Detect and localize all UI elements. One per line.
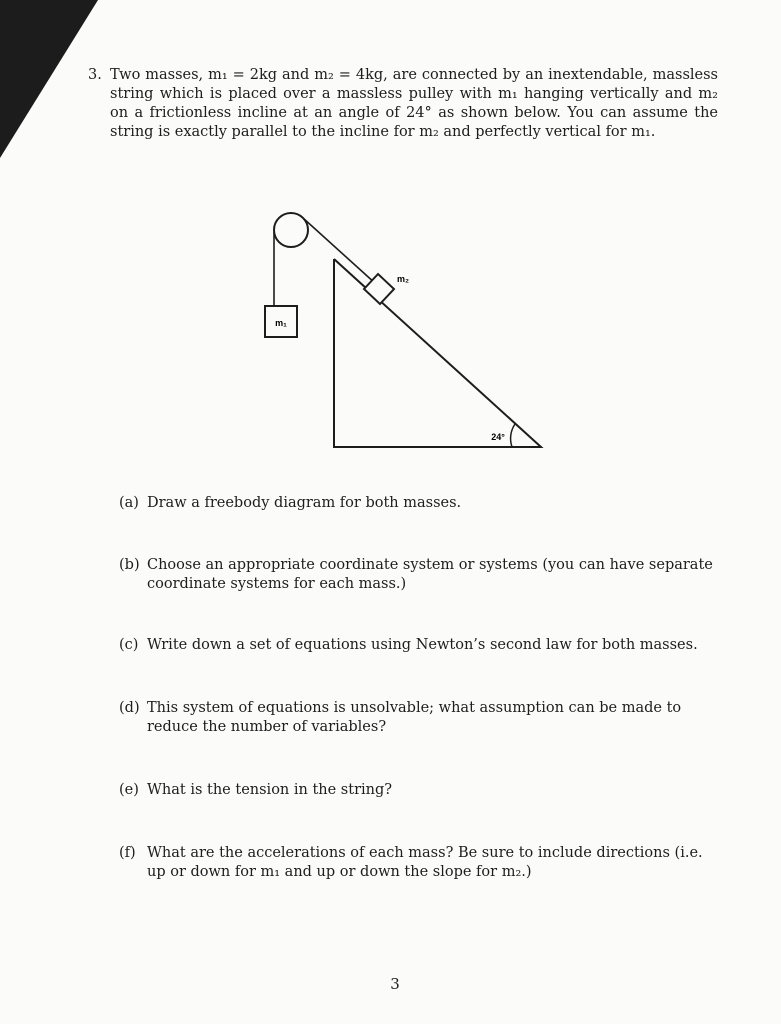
angle-arc bbox=[511, 424, 515, 447]
mass-m2-box bbox=[364, 274, 394, 304]
page-number: 3 bbox=[390, 975, 400, 993]
part-c bbox=[119, 636, 719, 655]
mass-m1-label: m₁ bbox=[275, 318, 287, 328]
part-f-text: What are the accelerations of each mass? Be sure to include directions (i.e. up or down for m₁ and up or down the slope for m₂.) bbox=[147, 845, 703, 880]
part-d-text: This system of equations is unsolvable; what assumption can be made to reduce the number of variables? bbox=[147, 700, 682, 735]
part-b-label: (b) bbox=[119, 557, 140, 573]
problem-number: 3. bbox=[88, 67, 102, 83]
part-c-label: (c) bbox=[119, 637, 139, 653]
pulley bbox=[274, 213, 308, 247]
part-d-label: (d) bbox=[119, 700, 140, 716]
part-f bbox=[119, 844, 719, 882]
part-e-label: (e) bbox=[119, 782, 139, 798]
part-a bbox=[119, 494, 719, 513]
angle-label: 24° bbox=[491, 432, 505, 442]
part-e bbox=[119, 781, 719, 800]
part-c-text: Write down a set of equations using Newton’s second law for both masses. bbox=[147, 637, 698, 653]
part-a-label: (a) bbox=[119, 495, 139, 511]
part-d bbox=[119, 699, 719, 737]
mass-m2-label: m₂ bbox=[396, 274, 410, 284]
problem-text: Two masses, m₁ = 2kg and m₂ = 4kg, are connected by an inextendable, massless string which is placed over a massless pulley with m₁ hanging vertically and m₂ on a frictionless incline at an angle of 24° as shown below. You can assume the string is exactly parallel to the incline for m₂ and perfectly vertical for m₁. bbox=[110, 67, 718, 140]
part-e-text: What is the tension in the string? bbox=[147, 782, 393, 798]
part-f-label: (f) bbox=[119, 845, 136, 861]
part-b-text: Choose an appropriate coordinate system or systems (you can have separate coordinate systems for each mass.) bbox=[147, 557, 713, 592]
part-a-text: Draw a freebody diagram for both masses. bbox=[147, 495, 462, 511]
part-b bbox=[119, 556, 719, 594]
string-incline bbox=[303, 218, 376, 284]
